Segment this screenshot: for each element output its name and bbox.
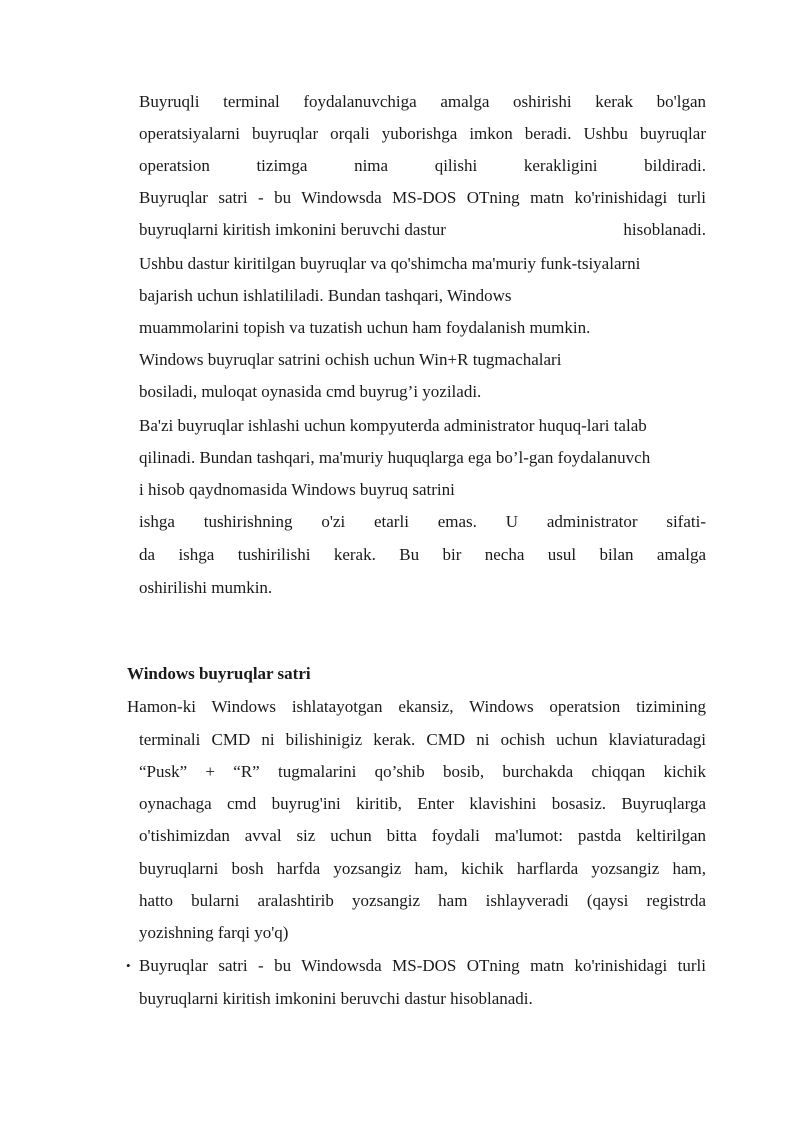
paragraph-line: operatsiyalarni buyruqlar orqali yuborishga imkon beradi. Ushbu buyruqlar <box>139 124 706 143</box>
paragraph-line: Ushbu dastur kiritilgan buyruqlar va qo'shimcha ma'muriy funk-tsiyalarni <box>139 254 641 273</box>
paragraph-line: bosiladi, muloqat oynasida cmd buyrug’i yoziladi. <box>139 382 482 401</box>
section-line: hatto bularni aralashtirib yozsangiz ham ishlayveradi (qaysi registrda <box>139 891 706 910</box>
paragraph-line: bajarish uchun ishlatililadi. Bundan tashqari, Windows <box>139 286 512 305</box>
paragraph-line: Buyruqlar satri - bu Windowsda MS-DOS OTning matn ko'rinishidagi turli <box>139 188 706 207</box>
section-line: oynachaga cmd buyrug'ini kiritib, Enter klavishini bosasiz. Buyruqlarga <box>139 794 706 813</box>
section-line: buyruqlarni bosh harfda yozsangiz ham, kichik harflarda yozsangiz ham, <box>139 859 706 878</box>
paragraph-line: oshirilishi mumkin. <box>139 578 273 597</box>
paragraph-line: da ishga tushirilishi kerak. Bu bir necha usul bilan amalga <box>139 545 706 564</box>
bullet-line: buyruqlarni kiritish imkonini beruvchi dastur hisoblanadi. <box>139 989 533 1008</box>
paragraph-line: hisoblanadi. <box>623 220 706 239</box>
paragraph-line: Ba'zi buyruqlar ishlashi uchun kompyuterda administrator huquq-lari talab <box>139 416 647 435</box>
bullet-line: Buyruqlar satri - bu Windowsda MS-DOS OTning matn ko'rinishidagi turli <box>139 956 706 975</box>
paragraph-line: operatsion tizimga nima qilishi kerakligini bildiradi. <box>139 156 706 175</box>
section-line: “Pusk” + “R” tugmalarini qo’shib bosib, burchakda chiqqan kichik <box>139 762 706 781</box>
paragraph-line: ishga tushirishning o'zi etarli emas. U administrator sifati- <box>139 512 706 531</box>
section-line: terminali CMD ni bilishinigiz kerak. CMD ni ochish uchun klaviaturadagi <box>139 730 706 749</box>
paragraph-line: muammolarini topish va tuzatish uchun ham foydalanish mumkin. <box>139 318 591 337</box>
bullet-marker: • <box>126 958 131 973</box>
paragraph-line: Buyruqli terminal foydalanuvchiga amalga oshirishi kerak bo'lgan <box>139 92 706 111</box>
paragraph-line: buyruqlarni kiritish imkonini beruvchi dastur <box>139 220 446 239</box>
section-line: yozishning farqi yo'q) <box>139 923 289 942</box>
paragraph-line: Windows buyruqlar satrini ochish uchun Win+R tugmachalari <box>139 350 562 369</box>
paragraph-line: qilinadi. Bundan tashqari, ma'muriy huquqlarga ega bo’l-gan foydalanuvch <box>139 448 651 467</box>
section-line: o'tishimizdan avval siz uchun bitta foydali ma'lumot: pastda keltirilgan <box>139 826 706 845</box>
paragraph-line: i hisob qaydnomasida Windows buyruq satrini <box>139 480 455 499</box>
section-heading: Windows buyruqlar satri <box>127 664 311 683</box>
section-first-line: Hamon-ki Windows ishlatayotgan ekansiz, Windows operatsion tizimining <box>127 697 706 716</box>
